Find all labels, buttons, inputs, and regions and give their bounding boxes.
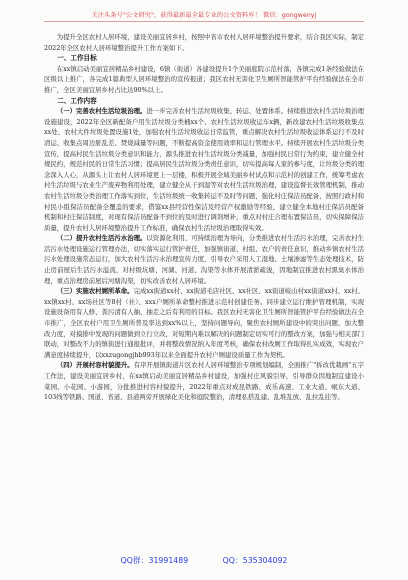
item-4-text: 有序开展镇街道片区农村人居环境整治专项规划编制，全面推广"拆改优栽画"五字工作法，建设美丽宜居乡村，在xx镇启动美丽宜居精品乡村建设，加强村庄风貌引导，引导群众因地制宜建设小菜园、小花园、小游园，分批推进村容村貌提升，2022年重点对成昆铁路、成乐高速、工业大道、岷东大道、103线等铁路、国道、省道、县道两旁开展绿化美化和庭院整治，清理私搭乱建、乱堆乱放、乱拉乱挂等。 — [44, 361, 364, 402]
header-banner: 关注头条号"公文研究"，获得最新最全最专业的公文资料库！ 微信：gongwenyj — [91, 12, 317, 19]
section-1-title: 一、工作目标 — [57, 54, 97, 63]
footer-qq: QQ：535304092 — [222, 556, 288, 565]
item-4-heading: （四）开展村容村貌提升。 — [56, 361, 134, 370]
footer-contact — [0, 555, 408, 566]
intro-paragraph: 为提升全区农村人居环境，建设美丽宜居乡村，按照中省市农村人居环境整治提升要求，结合我区实际，制定2022年全区农村人居环境整治提升工作方案如下。 — [44, 33, 364, 52]
item-3-heading: （三）实施农村厕所革命。 — [56, 287, 134, 296]
item-1-paragraph — [44, 106, 364, 233]
item-3-text: 完成xx街道xx村、xx街道毛店社区、xx社区、xx街道岐山村xx街道xx村、xx村、xx镇xx村、xx场社区等8村（社）、xxx户厕所革命整村推进示范村创建任务。同步建立运行维护管理机制，实现设施设备用有人修、粪污清有人抽、抽走之后有利用的目标。我区农村无害化卫生厕所智能管护平台经验做法在全市推广，全区农村户用卫生厕所普及率达到xx%以上，坚持问题导向，聚焦农村厕所建设中的突出问题，加大整改力度，对摸排中发现的问题做到立行立改，对短期内难以解决的问题制定切实可行的整改方案，加强与相关部门联动，对整改不力的镇街进行通报批评，并将整改情况纳入年度考核，确保农村改厕工作取得扎实成效，实现农户满意度持续提升，以xxzugongjhb993年以来全面提升农村户厕建设质量工作为契机。 — [44, 287, 364, 359]
item-4-paragraph — [44, 360, 364, 402]
document-body — [44, 32, 364, 403]
item-1-text: 进一步完善农村生活垃圾收集、转运、处置体系。持续推进农村生活垃圾治理设施建设，2022年全区新配备户用生活垃圾分类桶xx个、农村生活垃圾收运车x辆，新改建农村生活垃圾收集点xx处、农村大件垃圾处置设施1处，加强农村生活垃圾收运日常监管，重点解决农村生活垃圾收运体系运行不及时清运、收集点周边脏乱差、焚烧减量等问题，不断提高资金使用效率和运行管理水平。持续开展农村生活垃圾分类宣传，提高村民生活垃圾分类意识和能力，源头推进农村生活垃圾分类减量，加强村民日常行为约束，建立健全村规民约，规范村民的日常生活习惯；提高居民生活垃圾分类责任意识，切实提高每人家的参与度，让垃圾分类的理念深入人心，从源头上让农村人居环境更上一层楼，积极开展全域美丽乡村试点和示范村的创建工作，统筹考虑农村生活垃圾与农业生产废弃物利用处理，建立健全从干到湿等对农村生活垃圾治理，建设监督长效管理机制，推动农村生活垃圾分类治理工作落实到位，生活垃圾统一收集转运不及时等问题，强化村庄保洁员配备，按照行政村和村民小组保洁员配备全覆盖的要求，借鉴xx县经营性保洁及经营产权激励等经验，建立健全本地村庄保洁员配备机制和村庄保洁制度，对现有保洁员配备不到位的及时进行调剂增补，重点对村庄合理布置保洁员，切实保障保洁质量，提升农村人居环境整治提升工作标准，确保农村生活垃圾治理取得实效。 — [44, 107, 365, 232]
section-2-title: 二、工作内容 — [57, 96, 97, 105]
item-2-heading: （二）提升农村生活污水治理。 — [56, 234, 147, 243]
header-divider — [44, 21, 364, 22]
footer-qq-group: QQ群：31991489 — [120, 556, 189, 565]
section-1-paragraph: 在xx镇启动美丽宜居精品乡村建设，6镇（街道）各建设提升1个美丽庭院示范村落，各镇完成1条经验做法在区级以上推广，各完成1篇典型人居环境整治的宣传报道；我区农村无害化卫生厕所智能管护平台经验做法在全市推广，全区美丽宜居乡村占比达90%以上。 — [44, 64, 364, 94]
item-3-paragraph — [44, 286, 364, 360]
item-2-paragraph — [44, 233, 364, 286]
item-2-text: 以资源化利用、可持续治理为导向，分类推进农村生活污水治理，完善农村生活污水处理设施运行管理办法，切实落实运行管护责任，加强镇街道、村组、农户的责任意识，推动乡镇农村生活污水处理设施常态运行，加大农村生活污水治理宣传力度，引导农户采用人工湿地、土壤渗滤等生态处理技术，防止房前屋后生活污水溢流，对村级坑塘、河湖、河道、沟渠等水体开展清淤疏浚，因地制宜推进农村黑臭水体治理，重点治理房前屋后河塘沟渠，切实改善农村人居环境。 — [44, 234, 365, 285]
item-1-heading: （一）完善农村生活垃圾治理。 — [56, 107, 147, 116]
